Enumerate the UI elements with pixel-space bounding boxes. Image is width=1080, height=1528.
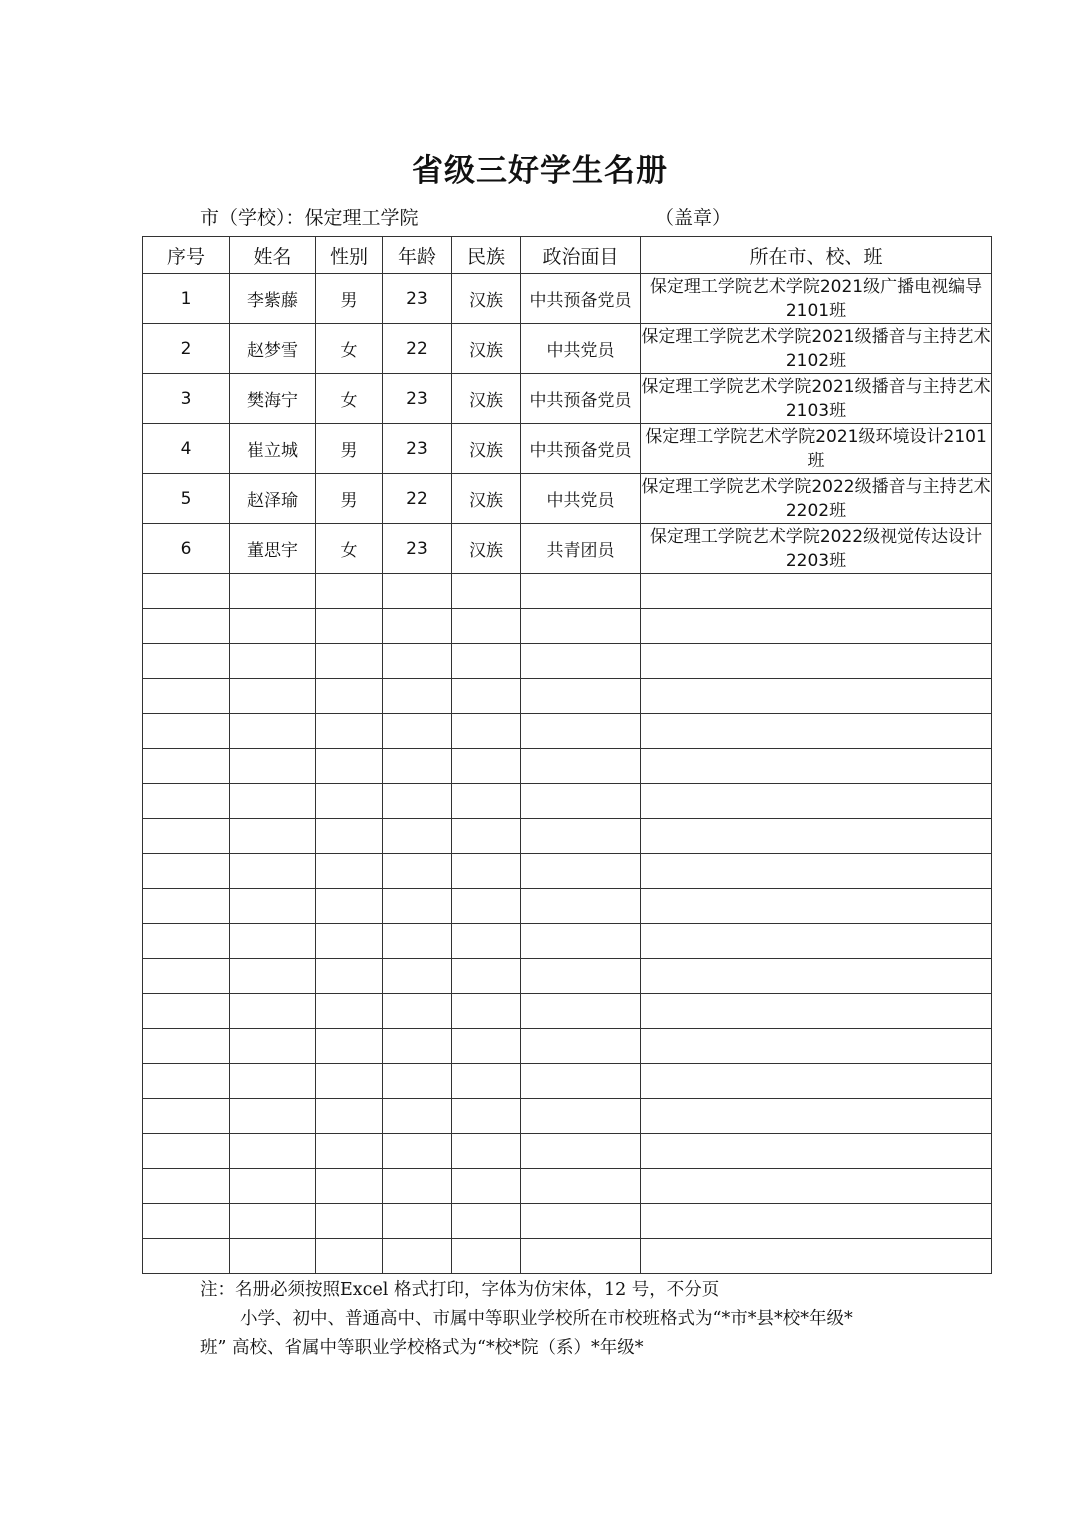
empty-cell: [521, 924, 641, 959]
empty-cell: [452, 959, 521, 994]
empty-cell: [316, 1134, 383, 1169]
cell-location: 保定理工学院艺术学院2021级广播电视编导2101班: [641, 274, 992, 324]
empty-cell: [521, 714, 641, 749]
empty-cell: [316, 889, 383, 924]
note-line-2: 小学、初中、普通高中、市属中等职业学校所在市校班格式为“*市*县*校*年级*: [240, 1309, 853, 1329]
empty-cell: [383, 1064, 452, 1099]
empty-cell: [641, 819, 992, 854]
cell-index: 5: [143, 474, 230, 524]
empty-cell: [143, 1204, 230, 1239]
empty-cell: [230, 609, 316, 644]
empty-table-row: [143, 994, 992, 1029]
cell-ethnicity: 汉族: [452, 324, 521, 374]
empty-cell: [230, 959, 316, 994]
empty-table-row: [143, 644, 992, 679]
empty-cell: [316, 1169, 383, 1204]
empty-cell: [521, 994, 641, 1029]
header-location: 所在市、校、班: [641, 237, 992, 274]
empty-cell: [316, 959, 383, 994]
empty-cell: [521, 749, 641, 784]
empty-cell: [452, 1064, 521, 1099]
empty-cell: [230, 749, 316, 784]
empty-cell: [521, 1134, 641, 1169]
empty-cell: [316, 1099, 383, 1134]
empty-cell: [143, 714, 230, 749]
cell-location: 保定理工学院艺术学院2021级播音与主持艺术2103班: [641, 374, 992, 424]
empty-cell: [452, 1239, 521, 1274]
empty-cell: [452, 679, 521, 714]
empty-cell: [521, 574, 641, 609]
empty-table-row: [143, 889, 992, 924]
empty-cell: [230, 924, 316, 959]
empty-cell: [521, 1239, 641, 1274]
cell-age: 23: [383, 424, 452, 474]
table-row: [143, 474, 992, 524]
empty-cell: [230, 784, 316, 819]
empty-cell: [230, 994, 316, 1029]
empty-cell: [143, 959, 230, 994]
empty-cell: [143, 749, 230, 784]
empty-cell: [383, 574, 452, 609]
empty-cell: [452, 854, 521, 889]
empty-cell: [143, 1099, 230, 1134]
empty-cell: [521, 1169, 641, 1204]
cell-location: 保定理工学院艺术学院2021级播音与主持艺术2102班: [641, 324, 992, 374]
stamp-label: （盖章）: [655, 207, 732, 229]
empty-cell: [452, 749, 521, 784]
empty-table-row: [143, 1239, 992, 1274]
empty-cell: [641, 924, 992, 959]
cell-name: 李紫藤: [230, 274, 316, 324]
cell-name: 赵梦雪: [230, 324, 316, 374]
cell-name: 樊海宁: [230, 374, 316, 424]
empty-cell: [143, 609, 230, 644]
empty-cell: [641, 854, 992, 889]
cell-index: 3: [143, 374, 230, 424]
empty-cell: [316, 574, 383, 609]
cell-political-status: 共青团员: [521, 524, 641, 574]
empty-cell: [230, 679, 316, 714]
empty-cell: [641, 749, 992, 784]
header-age: 年龄: [383, 237, 452, 274]
empty-cell: [452, 1099, 521, 1134]
empty-cell: [230, 1099, 316, 1134]
empty-cell: [521, 889, 641, 924]
empty-cell: [230, 714, 316, 749]
empty-cell: [452, 1204, 521, 1239]
empty-cell: [143, 889, 230, 924]
empty-cell: [452, 784, 521, 819]
empty-cell: [230, 1204, 316, 1239]
empty-cell: [383, 714, 452, 749]
empty-table-row: [143, 1029, 992, 1064]
empty-table-row: [143, 574, 992, 609]
empty-table-row: [143, 784, 992, 819]
empty-cell: [641, 609, 992, 644]
empty-cell: [230, 574, 316, 609]
empty-cell: [230, 889, 316, 924]
empty-cell: [452, 994, 521, 1029]
empty-table-row: [143, 924, 992, 959]
cell-political-status: 中共党员: [521, 324, 641, 374]
empty-cell: [641, 1029, 992, 1064]
empty-cell: [143, 1064, 230, 1099]
empty-cell: [641, 1169, 992, 1204]
header-name: 姓名: [230, 237, 316, 274]
empty-table-row: [143, 714, 992, 749]
empty-cell: [641, 784, 992, 819]
empty-cell: [316, 819, 383, 854]
cell-gender: 男: [316, 474, 383, 524]
empty-table-row: [143, 1204, 992, 1239]
empty-cell: [316, 994, 383, 1029]
cell-index: 1: [143, 274, 230, 324]
empty-cell: [383, 924, 452, 959]
cell-political-status: 中共预备党员: [521, 274, 641, 324]
empty-cell: [452, 1134, 521, 1169]
note-line-1: 注：名册必须按照Excel 格式打印，字体为仿宋体，12 号，不分页: [200, 1280, 720, 1300]
empty-cell: [143, 854, 230, 889]
student-roster-table: [142, 236, 992, 1274]
cell-location: 保定理工学院艺术学院2022级视觉传达设计2203班: [641, 524, 992, 574]
cell-name: 赵泽瑜: [230, 474, 316, 524]
empty-cell: [383, 959, 452, 994]
cell-gender: 女: [316, 524, 383, 574]
cell-political-status: 中共预备党员: [521, 424, 641, 474]
empty-cell: [383, 1239, 452, 1274]
header-index: 序号: [143, 237, 230, 274]
empty-cell: [452, 819, 521, 854]
empty-cell: [641, 994, 992, 1029]
empty-cell: [641, 1064, 992, 1099]
table-row: [143, 424, 992, 474]
cell-index: 4: [143, 424, 230, 474]
cell-ethnicity: 汉族: [452, 374, 521, 424]
empty-cell: [230, 1134, 316, 1169]
header-row: [143, 237, 992, 274]
empty-cell: [641, 644, 992, 679]
cell-index: 2: [143, 324, 230, 374]
empty-cell: [521, 959, 641, 994]
empty-cell: [521, 784, 641, 819]
cell-age: 23: [383, 274, 452, 324]
empty-cell: [230, 1029, 316, 1064]
empty-cell: [383, 609, 452, 644]
empty-cell: [383, 784, 452, 819]
empty-cell: [230, 1169, 316, 1204]
empty-table-row: [143, 609, 992, 644]
empty-table-row: [143, 1099, 992, 1134]
cell-ethnicity: 汉族: [452, 474, 521, 524]
document-title: 省级三好学生名册: [412, 153, 668, 189]
empty-cell: [383, 1134, 452, 1169]
empty-cell: [641, 574, 992, 609]
empty-cell: [316, 714, 383, 749]
empty-cell: [316, 679, 383, 714]
cell-index: 6: [143, 524, 230, 574]
empty-table-row: [143, 1064, 992, 1099]
empty-cell: [641, 1204, 992, 1239]
empty-cell: [641, 679, 992, 714]
empty-cell: [452, 889, 521, 924]
empty-table-row: [143, 854, 992, 889]
empty-cell: [521, 1029, 641, 1064]
school-line: 市（学校）：保定理工学院: [200, 207, 419, 229]
empty-cell: [383, 1099, 452, 1134]
empty-cell: [143, 819, 230, 854]
empty-table-row: [143, 1169, 992, 1204]
empty-cell: [143, 1134, 230, 1169]
cell-ethnicity: 汉族: [452, 524, 521, 574]
empty-table-row: [143, 679, 992, 714]
empty-cell: [521, 1064, 641, 1099]
header-ethnicity: 民族: [452, 237, 521, 274]
cell-age: 23: [383, 524, 452, 574]
cell-name: 崔立城: [230, 424, 316, 474]
cell-gender: 男: [316, 274, 383, 324]
table-row: [143, 274, 992, 324]
empty-cell: [230, 1064, 316, 1099]
cell-age: 23: [383, 374, 452, 424]
empty-cell: [143, 994, 230, 1029]
cell-gender: 男: [316, 424, 383, 474]
empty-cell: [521, 644, 641, 679]
empty-cell: [316, 1204, 383, 1239]
empty-cell: [230, 854, 316, 889]
empty-cell: [316, 854, 383, 889]
empty-cell: [521, 609, 641, 644]
empty-cell: [521, 1204, 641, 1239]
header-gender: 性别: [316, 237, 383, 274]
cell-gender: 女: [316, 324, 383, 374]
empty-cell: [383, 1029, 452, 1064]
empty-cell: [452, 1029, 521, 1064]
empty-cell: [452, 609, 521, 644]
table-row: [143, 374, 992, 424]
empty-cell: [316, 609, 383, 644]
empty-cell: [383, 1169, 452, 1204]
empty-cell: [641, 1134, 992, 1169]
empty-cell: [143, 574, 230, 609]
empty-cell: [316, 1239, 383, 1274]
empty-cell: [521, 679, 641, 714]
empty-cell: [641, 714, 992, 749]
cell-political-status: 中共党员: [521, 474, 641, 524]
empty-cell: [383, 1204, 452, 1239]
empty-cell: [230, 819, 316, 854]
empty-cell: [641, 1239, 992, 1274]
empty-table-row: [143, 749, 992, 784]
empty-cell: [641, 959, 992, 994]
cell-location: 保定理工学院艺术学院2022级播音与主持艺术2202班: [641, 474, 992, 524]
empty-cell: [316, 1029, 383, 1064]
empty-cell: [452, 644, 521, 679]
empty-cell: [383, 749, 452, 784]
empty-cell: [521, 1099, 641, 1134]
empty-cell: [316, 644, 383, 679]
empty-cell: [641, 889, 992, 924]
empty-cell: [230, 644, 316, 679]
empty-cell: [383, 994, 452, 1029]
empty-cell: [143, 644, 230, 679]
empty-table-row: [143, 959, 992, 994]
cell-ethnicity: 汉族: [452, 424, 521, 474]
empty-cell: [452, 1169, 521, 1204]
empty-cell: [452, 574, 521, 609]
empty-cell: [383, 679, 452, 714]
empty-cell: [383, 854, 452, 889]
empty-cell: [143, 1169, 230, 1204]
empty-table-row: [143, 819, 992, 854]
empty-cell: [143, 924, 230, 959]
empty-cell: [316, 784, 383, 819]
cell-political-status: 中共预备党员: [521, 374, 641, 424]
note-line-3: 班” 高校、省属中等职业学校格式为“*校*院（系）*年级*: [200, 1338, 644, 1358]
empty-cell: [452, 924, 521, 959]
empty-cell: [316, 1064, 383, 1099]
empty-cell: [521, 854, 641, 889]
empty-cell: [383, 819, 452, 854]
empty-cell: [316, 749, 383, 784]
empty-cell: [143, 679, 230, 714]
empty-cell: [383, 889, 452, 924]
cell-location: 保定理工学院艺术学院2021级环境设计2101班: [641, 424, 992, 474]
empty-cell: [143, 1029, 230, 1064]
header-political-status: 政治面目: [521, 237, 641, 274]
cell-gender: 女: [316, 374, 383, 424]
empty-cell: [383, 644, 452, 679]
empty-cell: [521, 819, 641, 854]
cell-age: 22: [383, 324, 452, 374]
empty-cell: [230, 1239, 316, 1274]
empty-table-row: [143, 1134, 992, 1169]
table-row: [143, 524, 992, 574]
cell-age: 22: [383, 474, 452, 524]
empty-cell: [316, 924, 383, 959]
notes-section: [200, 1276, 990, 1363]
table-row: [143, 324, 992, 374]
empty-cell: [452, 714, 521, 749]
empty-cell: [641, 1099, 992, 1134]
cell-ethnicity: 汉族: [452, 274, 521, 324]
empty-cell: [143, 784, 230, 819]
empty-cell: [143, 1239, 230, 1274]
cell-name: 董思宇: [230, 524, 316, 574]
